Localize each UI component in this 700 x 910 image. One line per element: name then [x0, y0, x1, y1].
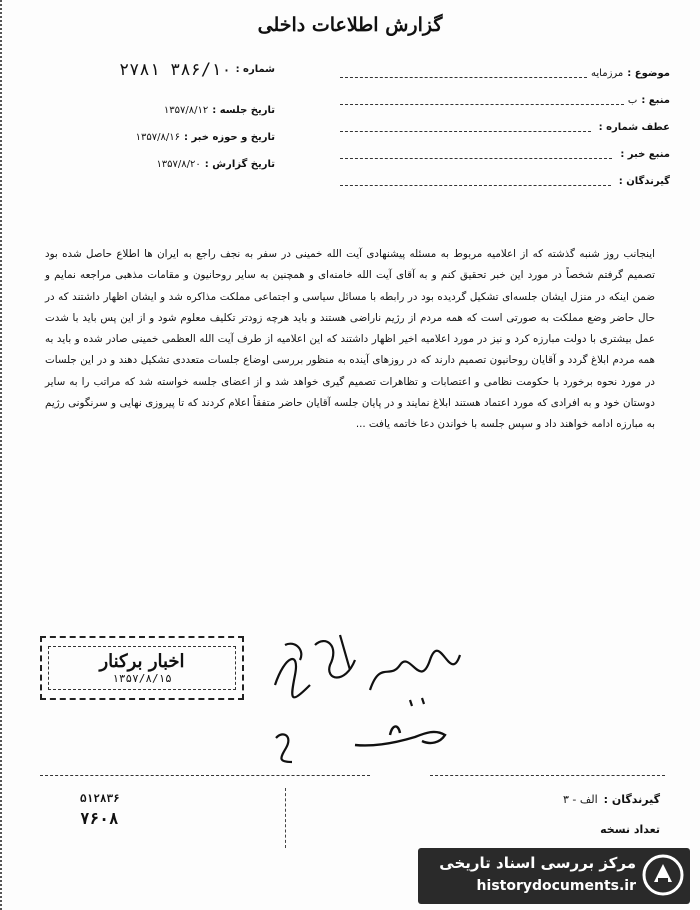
handwritten-mark: [268, 728, 298, 768]
stamp-number: ۱۳۵۷/۸/۱۵: [112, 672, 172, 685]
recipients-value: الف - ۳: [562, 792, 598, 806]
copies-row: [440, 814, 660, 844]
number-row: [85, 56, 275, 83]
source-label: منبع :: [641, 95, 670, 106]
number-value: ۳۸۶/۱۰ ۲۷۸۱: [118, 59, 232, 80]
date-receive-row: [85, 124, 275, 151]
info-source-dots: [340, 150, 612, 159]
subject-row: [340, 60, 670, 87]
reference-dots: [340, 123, 591, 132]
handwritten-signature-1: [255, 625, 375, 715]
bottom-separator-right: [430, 775, 665, 776]
subject-label: موضوع :: [627, 68, 670, 79]
info-source-row: [340, 141, 670, 168]
report-date-value: ۱۳۵۷/۸/۲۰: [156, 159, 201, 170]
bottom-left-number-2: ۷۶۰۸: [80, 808, 119, 828]
handwritten-signature-2: [360, 640, 470, 710]
bottom-right-block: [440, 784, 660, 844]
bottom-separator-left: [40, 775, 370, 776]
bottom-divider: [285, 788, 286, 848]
archive-stamp-inner: [48, 646, 236, 690]
copy-row: [340, 168, 670, 195]
bottom-left-row-2: [80, 808, 280, 828]
archive-logo-icon: [642, 854, 684, 896]
recipients-label: گیرندگان :: [603, 792, 660, 806]
archive-stamp: [40, 636, 244, 700]
reference-row: [340, 114, 670, 141]
watermark-persian: مرکز بررسی اسناد تاریخی: [439, 854, 636, 872]
meta-left: [85, 56, 275, 178]
document-title: گزارش اطلاعات داخلی: [257, 14, 443, 36]
date-doc-row: [85, 97, 275, 124]
reference-label: عطف شماره :: [598, 122, 670, 133]
bottom-left-row-1: [80, 788, 280, 808]
report-body: اینجانب روز شنبه گذشته که از اعلامیه مربوط به مسئله پیشنهادی آیت الله خمینی در سفر به نجف راجع به ایران ها اطلاع حاصل شده بود تصمیم گرفتم شخصاً در مورد این خبر تحقیق کنم و به آقای آیت الله خامنه‌ای و همچنین به سایر روحانیون و مقامات مذهبی مراجعه نمایم و ضمن اینکه در منزل ایشان جلسه‌ای تشکیل گردیده بود در رابطه با مسائل سیاسی و اجتماعی مملکت مذاکره شد و ایشان اظهار داشتند که در حال حاضر وضع مملکت به صورتی است که همه مردم از رژیم ناراضی هستند و باید هرچه زودتر تکلیف معلوم شود و از این پس باید با شدت عمل بیشتری با دولت مبارزه کرد و نیز در مورد اعلامیه اخیر اظهار داشتند که این اعلامیه از طرف آیت الله العظمی خمینی صادر شده و باید به همه مردم ابلاغ گردد و آقایان روحانیون تصمیم دارند که در روزهای آینده به منظور بررسی اوضاع جلسات متعددی تشکیل دهند و در این جلسات در مورد نحوه برخورد با حکومت نظامی و اعتصابات و تظاهرات تصمیم گیری خواهد شد و از اعضای جلسه خواسته شد که مراتب را به سایر دوستان خود و به افرادی که مورد اعتماد هستند ابلاغ نمایند و در پایان جلسه آقایان حاضر متفقاً اعلام کردند که تا پیروزی نهایی و سرنگونی رژیم به مبارزه ادامه خواهند داد و سپس جلسه با خواندن دعا خاتمه یافت ...: [45, 248, 655, 431]
copies-label: تعداد نسخه: [600, 822, 660, 836]
edge-marks: [0, 0, 6, 910]
bottom-left-number-1: ۵۱۲۸۳۶: [80, 791, 120, 805]
source-dots: [340, 96, 624, 105]
archive-watermark: [418, 848, 690, 904]
copy-dots: [340, 177, 611, 186]
date-receive-label: تاریخ و حوزه خبر :: [183, 132, 275, 143]
report-date-label: تاریخ گزارش :: [204, 159, 275, 170]
meta-right: [340, 60, 670, 195]
date-receive-value: ۱۳۵۷/۸/۱۶: [135, 132, 180, 143]
subject-dots: [340, 69, 587, 78]
date-doc-value: ۱۳۵۷/۸/۱۲: [163, 105, 209, 116]
recipients-row: [440, 784, 660, 814]
report-date-row: [85, 151, 275, 178]
subject-value: مرزمایه: [591, 68, 624, 79]
bottom-left-block: [80, 788, 280, 828]
source-row: [340, 87, 670, 114]
number-label: شماره :: [235, 64, 275, 75]
source-value: ب: [627, 95, 638, 106]
copy-label: گیرندگان :: [618, 176, 670, 187]
info-source-label: منبع خبر :: [620, 149, 670, 160]
handwritten-signature-3: [350, 715, 460, 760]
stamp-text: اخبار برکنار: [99, 651, 185, 672]
date-doc-label: تاریخ جلسه :: [212, 105, 275, 116]
watermark-english: historydocuments.ir: [476, 878, 636, 894]
